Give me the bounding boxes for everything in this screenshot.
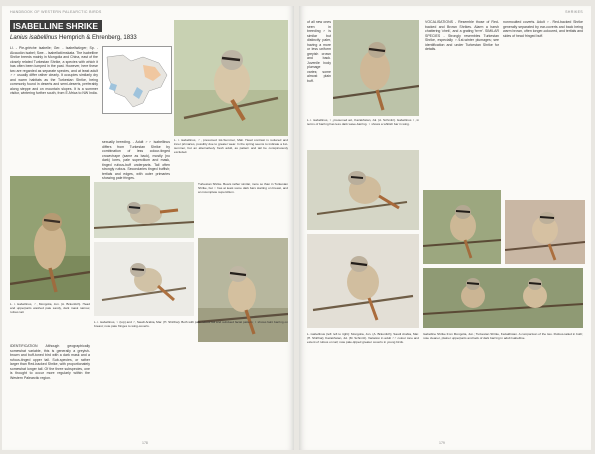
photo-adult-male	[174, 20, 288, 136]
photo-right-bottom1	[307, 234, 419, 328]
running-head-right: SHRIKES	[565, 10, 583, 14]
distribution-map	[102, 46, 172, 114]
intro-text: Ll. - Pie-grièche isabelle; Ger. - Isabellwürger; Sp. - Alcaudón isabel; Swe. - Isabellatörnskata. The Isabelline Shrike breeds mainly in Mongolia and China, east of the closely related Turkestan Shrike, a species with which it has often been lumped in the past. However, here these two are regarded as separate species, and at least adult ♂♂ usually differ rather clearly. It occupies similarly dry and warm habitats as the Turkestan Shrike, being commonly found in deserts and semi-deserts, preferably along steppe and on mountain slopes. It is a summer visitor, wintering further south, from E Africa to NW India.	[10, 46, 98, 95]
scientific-name-line	[10, 35, 170, 41]
right-page	[299, 6, 591, 450]
scientific-name: Lanius isabellinus	[10, 35, 58, 41]
body-text: sexually breeding. - Adult ♂♂ isabellinus differs from Turkestan Shrike by combination of less colour-tinged crown/nape (same as back), mostly (no dark) lores, pale supercilium and mask, tinged rufous-buff underparts. Tail often strongly rufous. Secondaries tinged buffish; tertials and edges, with outer primaries showing pale fringes.	[102, 140, 170, 180]
photo-female-top	[94, 242, 194, 316]
photo-right-mid3	[505, 200, 585, 264]
right-col3-text: nonmoulted coverts. Adult ♀. Red-backed Shrike generally separated by ear-coverts and back being warm brown, often longer-coloured, and tertials and sides of head fringed buff.	[503, 20, 583, 38]
authority: Hemprich & Ehrenberg, 1833	[59, 35, 137, 41]
photo-male-perched	[94, 182, 194, 238]
photo-juvenile	[10, 176, 90, 300]
right-col1-text: of all new ones seen in breeding ♂ is similar but distinctly paler, having a more or less uniform greyish crown and back. Juvenile body plumage varies; some almost plain buff.	[307, 20, 331, 83]
caption-3: L. i. isabellinus, ♂, Mongolia, Jun. (A. Bräunlich). Head and upperparts washed pale sandy, dark mask narrow, rufous tail.	[10, 302, 90, 314]
folio-left: 178	[142, 441, 148, 445]
caption-r1: L. i. isabellinus, ♀, presumed ad., Kazakhstan, Jul. (A. Schmitz). Isabellinus ♀, in terms of barring has less dark wave-barring. ♀ shows a whitish bar in wing.	[307, 118, 419, 126]
folio-right: 179	[439, 441, 445, 445]
caption-1: L. i. isabellinus, ♂, presumed 1st-Summer, Mali. Head contrast is reduced and inner primaries, possibly due to greater wear. In the spring seems to indicate a 1st-summer, but an alternatively fresh adult, as pattern and tail be conspicuously excluded.	[174, 138, 288, 154]
caption-r3: Isabelline Shrike from Mongolia, Jun.; Turkestan Shrike, Kazakhstan. A comparison of the two. Rufous-tailed in both; note cleaner, plainer upperparts and lack of dark barring in adult Isabelline.	[423, 332, 583, 340]
photo-right-top	[333, 20, 419, 116]
identification-text: IDENTIFICATION Although geographically somewhat variable, this is generally a greyish-brown and buff-toned bird with a dark mask and a rufous-tinged upper tail. Sub-species, or rather larger than Red-backed Shrike, with proportionately somewhat longer tail. Of the three subspecies, one is thought to occur more regularly within the Western Palearctic region.	[10, 344, 90, 380]
map-image	[103, 47, 171, 113]
photo-right-bottom2	[423, 268, 583, 328]
caption-4: L. i. isabellinus, ♀ (top) and ♂, Saudi Arabia, Mar. (H. Shirihai). Both with pale rufous tail and subdued facial pattern; ♀ shows faint barring on breast; note pale fringes to wing-coverts.	[94, 320, 288, 328]
right-col2-text: VOCALISATIONS - Resemble those of Red-backed and Brown Shrikes. Alarm a harsh chattering 'chek', and a grating 'trrrrr'. SIMILAR SPECIES - Strongly resembles Turkestan Shrike, especially ♀/1st-winter plumages; see identification and under Turkestan Shrike for details.	[425, 20, 499, 51]
photo-right-mid1	[307, 150, 419, 230]
caption-r2: L. isabellinus (left: left to right): Mongolia, Jun. (A. Bräunlich); Saudi Arabia, Mar. (H. Shirihai); Kazakhstan, Jul. (M. Schmitz). Variation in adult ♂♂ colour tone and extent of rufous on tail; note pale-tipped greater coverts in young birds.	[307, 332, 419, 344]
running-head-left: HANDBOOK OF WESTERN PALEARCTIC BIRDS	[10, 10, 102, 14]
species-title: ISABELLINE SHRIKE	[10, 20, 102, 32]
caption-2: Turkestan Shrike. Bears rather similar, more so than in Turkestan Shrike, but ♀ has at least some dark bars starting on breast, and an incomplete supercilium.	[198, 182, 288, 194]
photo-right-mid2	[423, 190, 501, 264]
left-page	[2, 6, 294, 450]
